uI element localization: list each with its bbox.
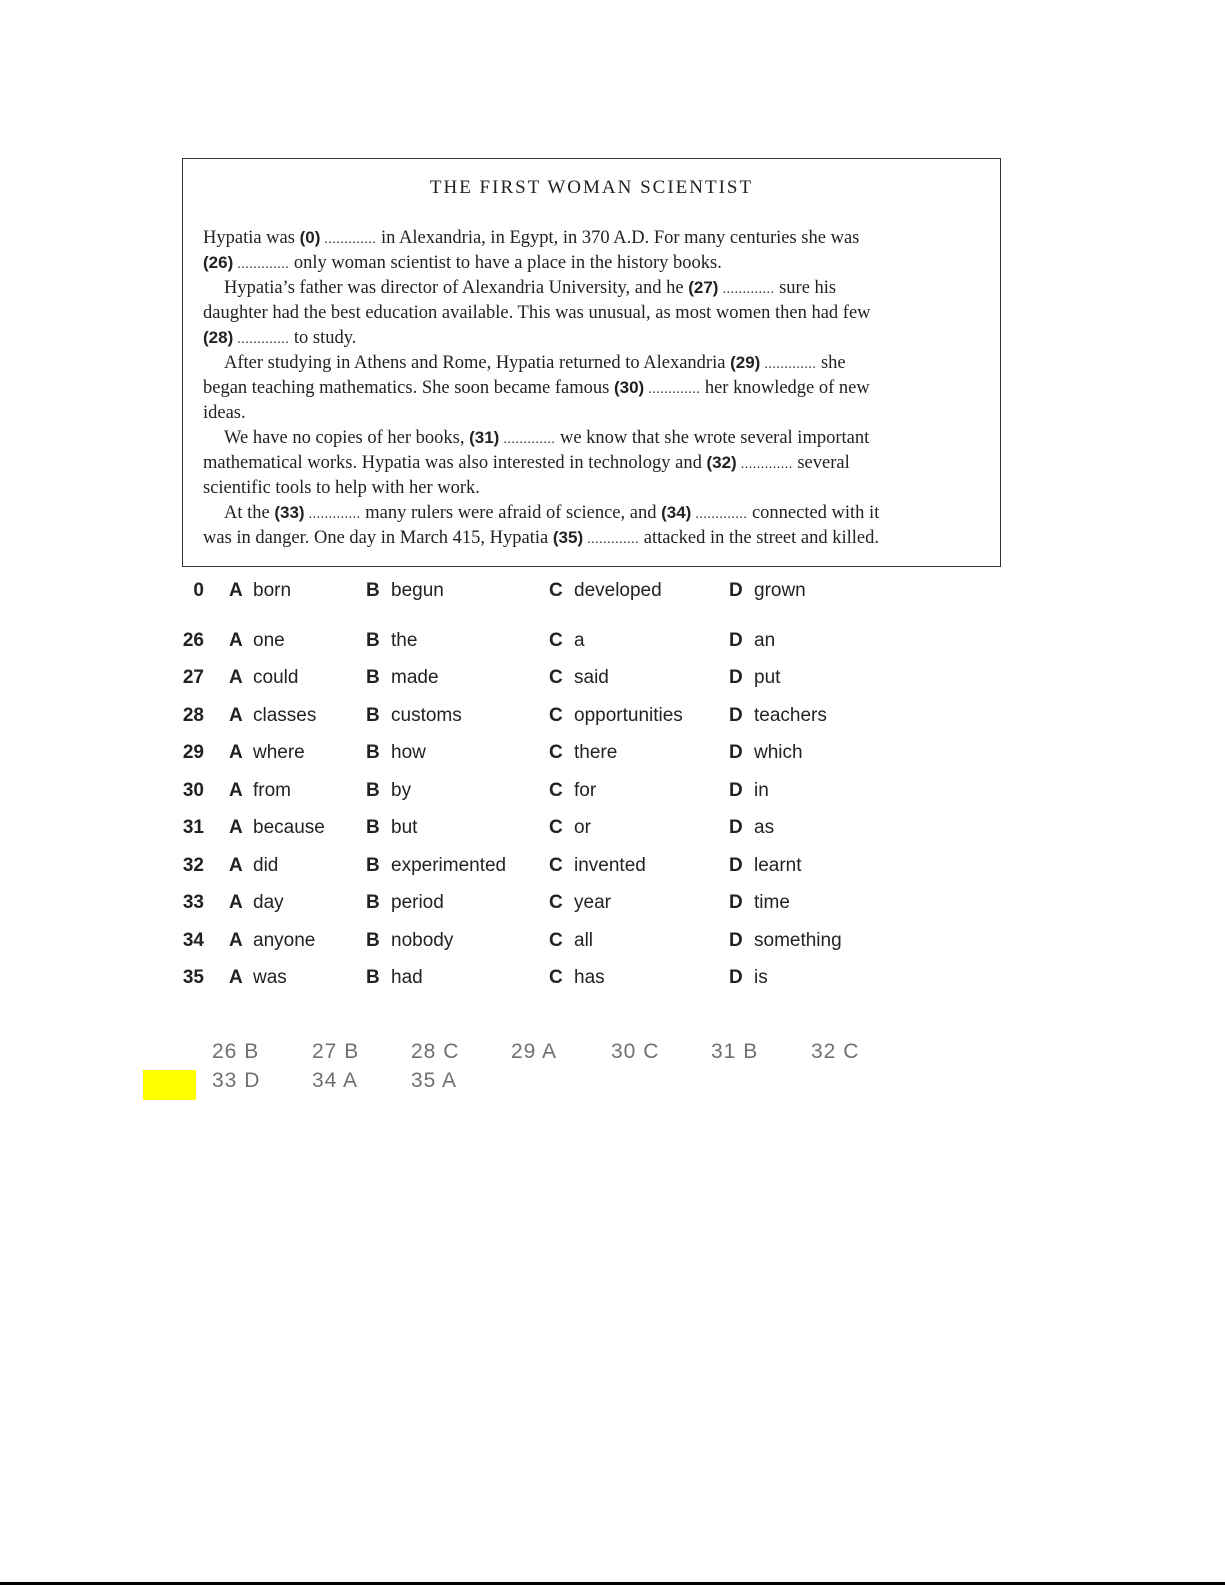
option-word-c: all	[574, 930, 594, 951]
question-number: 30	[182, 780, 204, 801]
question-number: 31	[182, 817, 204, 838]
passage-line	[224, 279, 836, 298]
passage-line	[203, 379, 870, 398]
answer-item: 34 A	[312, 1069, 359, 1092]
question-number: 0	[193, 580, 204, 601]
option-letter-c: C	[549, 667, 563, 688]
option-word-d: time	[754, 892, 790, 913]
option-letter-c: C	[549, 892, 563, 913]
option-letter-b: B	[366, 817, 380, 838]
gap-blank: .............	[320, 232, 377, 247]
gap-number: (31)	[469, 428, 500, 447]
option-word-d: something	[754, 930, 842, 951]
option-letter-d: D	[729, 580, 743, 601]
option-letter-a: A	[229, 817, 243, 838]
option-word-c: for	[574, 780, 597, 801]
option-word-d: learnt	[754, 855, 802, 876]
answer-item: 29 A	[511, 1040, 558, 1063]
passage-text-run: ideas.	[203, 403, 246, 423]
gap-number: (34)	[661, 503, 692, 522]
gap-blank: .............	[583, 532, 640, 547]
option-word-d: put	[754, 667, 781, 688]
passage-text-run: many rulers were afraid of science, and	[360, 503, 662, 523]
passage-text-run: to study.	[289, 328, 357, 348]
passage-text-run: only woman scientist to have a place in the history books.	[289, 253, 722, 273]
passage-text-run: daughter had the best education available. This was unusual, as most women then had few	[203, 303, 871, 323]
option-word-b: experimented	[391, 855, 507, 876]
option-word-c: a	[574, 630, 585, 651]
option-letter-a: A	[229, 580, 243, 601]
option-letter-a: A	[229, 930, 243, 951]
option-word-c: said	[574, 667, 609, 688]
passage-line	[203, 454, 850, 473]
gap-blank: .............	[233, 332, 290, 347]
passage-text-run: sure his	[774, 278, 837, 298]
option-word-b: begun	[391, 580, 444, 601]
gap-blank: .............	[233, 257, 290, 272]
option-word-c: or	[574, 817, 591, 838]
option-letter-c: C	[549, 817, 563, 838]
passage-line	[224, 354, 846, 373]
option-letter-d: D	[729, 705, 743, 726]
option-word-b: period	[391, 892, 444, 913]
passage-text-run: was in danger. One day in March 415, Hypatia	[203, 528, 553, 548]
passage-title: THE FIRST WOMAN SCIENTIST	[429, 177, 754, 198]
option-letter-d: D	[729, 667, 743, 688]
option-word-a: because	[253, 817, 325, 838]
option-letter-c: C	[549, 780, 563, 801]
gap-number: (32)	[706, 453, 737, 472]
option-word-d: an	[754, 630, 776, 651]
option-letter-a: A	[229, 892, 243, 913]
answer-item: 35 A	[411, 1069, 458, 1092]
option-letter-b: B	[366, 630, 380, 651]
question-number: 26	[182, 630, 204, 651]
answer-item: 31 B	[711, 1040, 759, 1063]
option-letter-c: C	[549, 580, 563, 601]
option-letter-b: B	[366, 930, 380, 951]
passage-text-run: mathematical works. Hypatia was also interested in technology and	[203, 453, 707, 473]
passage-line	[203, 479, 480, 498]
option-word-b: how	[391, 742, 426, 763]
option-letter-a: A	[229, 667, 243, 688]
option-word-b: by	[391, 780, 412, 801]
answer-item: 32 C	[811, 1040, 860, 1063]
option-letter-d: D	[729, 742, 743, 763]
passage-text-run: Hypatia’s father was director of Alexandria University, and he	[224, 278, 689, 298]
option-word-d: in	[754, 780, 769, 801]
option-word-b: but	[391, 817, 418, 838]
passage-text-run: We have no copies of her books,	[224, 428, 470, 448]
option-letter-a: A	[229, 967, 243, 988]
option-word-c: opportunities	[574, 705, 683, 726]
gap-number: (26)	[203, 253, 234, 272]
passage-text-run: Hypatia was	[203, 228, 300, 248]
passage-line	[224, 429, 869, 448]
gap-number: (30)	[613, 378, 645, 397]
option-word-a: born	[253, 580, 292, 601]
question-number: 27	[182, 667, 204, 688]
option-letter-b: B	[366, 892, 380, 913]
gap-number: (35)	[552, 528, 584, 547]
passage-text-run: several	[792, 453, 850, 473]
gap-number: (28)	[203, 328, 234, 347]
option-word-b: had	[391, 967, 423, 988]
passage-text-run: At the	[224, 503, 275, 523]
option-letter-a: A	[229, 855, 243, 876]
option-letter-b: B	[366, 742, 380, 763]
option-word-d: grown	[754, 580, 806, 601]
option-word-a: was	[253, 967, 287, 988]
answer-item: 26 B	[212, 1040, 260, 1063]
passage-text-run: began teaching mathematics. She soon became famous	[203, 378, 614, 398]
gap-blank: .............	[736, 457, 793, 472]
gap-blank: .............	[644, 382, 701, 397]
gap-number: (33)	[274, 503, 305, 522]
option-word-a: classes	[253, 705, 317, 726]
option-word-a: could	[253, 667, 299, 688]
option-word-a: where	[253, 742, 305, 763]
question-number: 34	[182, 930, 204, 951]
option-word-d: which	[754, 742, 803, 763]
passage-text-run: her knowledge of new	[700, 378, 870, 398]
gap-number: (29)	[730, 353, 761, 372]
option-word-c: year	[574, 892, 611, 913]
option-word-d: teachers	[754, 705, 827, 726]
passage-line	[203, 329, 356, 348]
option-letter-b: B	[366, 667, 380, 688]
answer-item: 30 C	[611, 1040, 660, 1063]
gap-blank: .............	[691, 507, 748, 522]
option-letter-b: B	[366, 580, 380, 601]
option-word-a: from	[253, 780, 291, 801]
passage-text-run: connected with it	[747, 503, 880, 523]
option-word-c: has	[574, 967, 605, 988]
question-number: 35	[182, 967, 204, 988]
passage-text-run: in Alexandria, in Egypt, in 370 A.D. For many centuries she was	[376, 228, 860, 248]
yellow-highlight	[143, 1070, 196, 1100]
answer-item: 27 B	[312, 1040, 360, 1063]
option-letter-c: C	[549, 742, 563, 763]
option-word-a: anyone	[253, 930, 316, 951]
option-letter-d: D	[729, 930, 743, 951]
gap-blank: .............	[718, 282, 775, 297]
option-letter-c: C	[549, 630, 563, 651]
option-letter-d: D	[729, 892, 743, 913]
passage-text-run: she	[816, 353, 846, 373]
option-letter-a: A	[229, 780, 243, 801]
option-letter-d: D	[729, 780, 743, 801]
option-word-b: the	[391, 630, 418, 651]
passage-box	[182, 158, 1001, 567]
gap-blank: .............	[304, 507, 361, 522]
question-number: 28	[182, 705, 204, 726]
option-letter-b: B	[366, 967, 380, 988]
passage-text-run: we know that she wrote several important	[555, 428, 870, 448]
gap-blank: .............	[499, 432, 556, 447]
passage-line	[203, 229, 859, 248]
option-letter-c: C	[549, 705, 563, 726]
passage-line	[203, 404, 246, 423]
passage-text-run: After studying in Athens and Rome, Hypatia returned to Alexandria	[224, 353, 731, 373]
option-letter-c: C	[549, 855, 563, 876]
option-word-b: customs	[391, 705, 462, 726]
answer-item: 28 C	[411, 1040, 460, 1063]
gap-number: (0)	[299, 228, 321, 247]
option-word-d: is	[754, 967, 768, 988]
question-number: 29	[182, 742, 204, 763]
option-word-d: as	[754, 817, 775, 838]
question-number: 32	[182, 855, 204, 876]
option-letter-b: B	[366, 780, 380, 801]
option-word-c: there	[574, 742, 618, 763]
passage-line	[203, 529, 879, 548]
answer-item: 33 D	[212, 1069, 261, 1092]
option-word-c: invented	[574, 855, 646, 876]
passage-text-run: attacked in the street and killed.	[639, 528, 880, 548]
passage-line	[203, 304, 871, 323]
gap-blank: .............	[760, 357, 817, 372]
option-word-c: developed	[574, 580, 662, 601]
option-letter-a: A	[229, 630, 243, 651]
passage-text-run: scientific tools to help with her work.	[203, 478, 480, 498]
option-letter-c: C	[549, 930, 563, 951]
option-word-b: made	[391, 667, 439, 688]
option-letter-d: D	[729, 967, 743, 988]
option-letter-c: C	[549, 967, 563, 988]
option-word-a: did	[253, 855, 279, 876]
option-word-a: one	[253, 630, 285, 651]
option-letter-b: B	[366, 855, 380, 876]
option-letter-a: A	[229, 705, 243, 726]
question-number: 33	[182, 892, 204, 913]
option-letter-d: D	[729, 855, 743, 876]
option-letter-d: D	[729, 630, 743, 651]
option-letter-b: B	[366, 705, 380, 726]
option-word-b: nobody	[391, 930, 454, 951]
option-letter-a: A	[229, 742, 243, 763]
passage-line	[224, 504, 879, 523]
option-letter-d: D	[729, 817, 743, 838]
option-word-a: day	[253, 892, 284, 913]
gap-number: (27)	[688, 278, 719, 297]
passage-line	[203, 254, 722, 273]
